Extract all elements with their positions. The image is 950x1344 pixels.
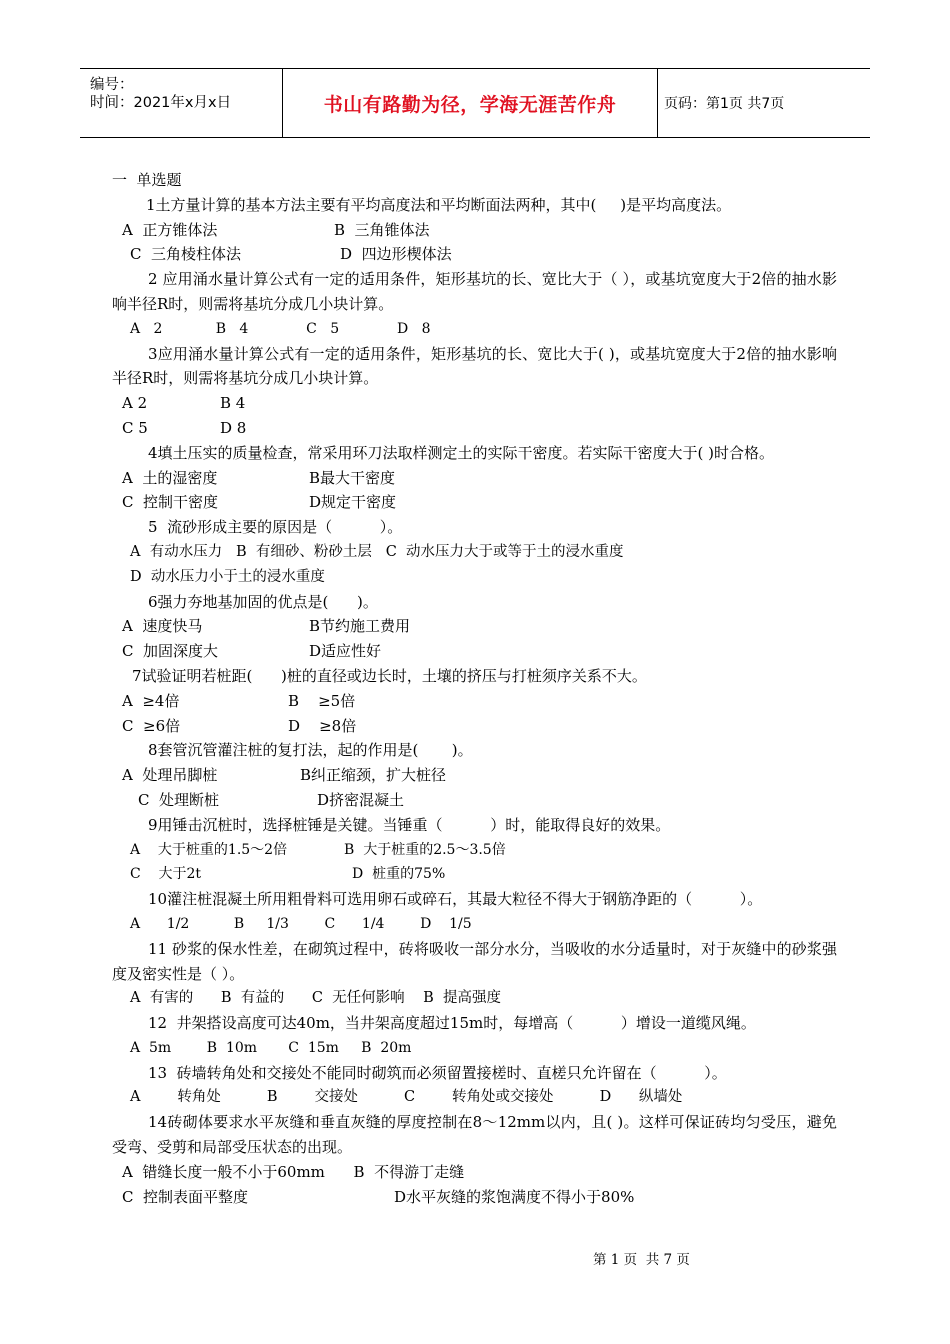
question-7-options-row-2 [112,714,837,739]
option-d: D 四边形楔体法 [340,245,452,264]
option-c: C 控制表面平整度 [122,1187,249,1206]
date-label: 时间：2021年x月x日 [90,95,232,111]
question-12-stem: 12 井架搭设高度可达40m，当井架高度超过15m时，每增高（ ）增设一道缆风绳。 [148,1014,756,1033]
option-a: A 大于桩重的1.5～2倍 [130,841,288,858]
question-5-options-line-1: A 有动水压力 B 有细砂、粉砂土层 C 动水压力大于或等于土的浸水重度 [130,543,624,560]
question-9-options-row-2 [112,862,837,887]
option-a: A 处理吊脚桩 [122,766,218,785]
question-3-options-row-2 [112,416,837,441]
page-header [80,68,870,138]
question-4-stem: 4填土压实的质量检查，常采用环刀法取样测定土的实际干密度。若实际干密度大于( )时合格。 [148,443,775,462]
option-a: A ≥4倍 [122,691,180,710]
question-14-options-row-2 [112,1185,837,1210]
option-d: D适应性好 [309,642,382,661]
option-b: B纠正缩颈，扩大桩径 [300,766,447,785]
question-5-options-line-2: D 动水压力小于土的浸水重度 [130,568,325,585]
option-a: A 2 [122,394,148,413]
question-1-options-row-1 [112,218,837,243]
option-b: B节约施工费用 [309,617,411,636]
question-10-options: A 1/2 B 1/3 C 1/4 D 1/5 [130,915,472,932]
question-8-stem: 8套管沉管灌注桩的复打法，起的作用是( )。 [148,741,473,760]
question-2-stem: 2 应用涌水量计算公式有一定的适用条件，矩形基坑的长、宽比大于（ ），或基坑宽度大于2倍的抽水影响半径R时，则需将基坑分成几小块计算。 [112,270,837,313]
option-c: C 三角棱柱体法 [130,245,242,264]
question-6-stem: 6强力夯地基加固的优点是( )。 [148,592,378,611]
header-meta [80,69,283,137]
question-10-stem: 10灌注桩混凝土所用粗骨料可选用卵石或碎石，其最大粒径不得大于钢筋净距的（ ）。 [148,890,763,909]
option-d: D 桩重的75% [352,866,446,883]
question-4-options-row-1 [112,466,837,491]
question-3-options-row-1 [112,391,837,416]
option-c: C 加固深度大 [122,642,219,661]
option-c: C 5 [122,418,148,437]
option-a: A 速度快马 [122,617,203,636]
question-5-stem: 5 流砂形成主要的原因是（ ）。 [148,518,403,537]
section-title: 一 单选题 [112,171,182,189]
document-body [112,168,837,1209]
page-label: 页码：第1页 共7页 [664,96,785,112]
option-d: D水平灰缝的浆饱满度不得小于80% [394,1187,635,1206]
question-14-options-row-1: A 错缝长度一般不小于60mm B 不得游丁走缝 [122,1162,465,1181]
question-9-stem: 9用锤击沉桩时，选择桩锤是关键。当锤重（ ）时，能取得良好的效果。 [148,815,671,834]
question-4-options-row-2 [112,490,837,515]
option-d: D ≥8倍 [288,716,357,735]
question-8-options-row-1 [112,763,837,788]
question-6-options-row-2 [112,639,837,664]
option-d: D规定干密度 [309,493,397,512]
option-c: C ≥6倍 [122,716,181,735]
page-footer: 第 1 页 共 7 页 [593,1252,690,1268]
option-c: C 处理断桩 [138,790,220,809]
question-1-options-row-2 [112,242,837,267]
option-b: B 大于桩重的2.5～3.5倍 [344,841,506,858]
question-6-options-row-1 [112,614,837,639]
question-8-options-row-2 [112,788,837,813]
question-1-stem: 1土方量计算的基本方法主要有平均高度法和平均断面法两种，其中( )是平均高度法。 [146,195,732,214]
motto: 书山有路勤为径，学海无涯苦作舟 [323,93,617,116]
option-b: B 三角锥体法 [334,220,430,239]
question-9-options-row-1 [112,838,837,863]
option-c: C 控制干密度 [122,493,219,512]
question-13-options: A 转角处 B 交接处 C 转角处或交接处 D 纵墙处 [130,1089,683,1106]
option-c: C 大于2t [130,866,202,883]
question-13-stem: 13 砖墙转角处和交接处不能同时砌筑而必须留置接槎时、直槎只允许留在（ ）。 [148,1063,727,1082]
number-label: 编号： [90,77,134,93]
question-3-stem: 3应用涌水量计算公式有一定的适用条件，矩形基坑的长、宽比大于( )，或基坑宽度大于2倍的抽水影响半径R时，则需将基坑分成几小块计算。 [112,344,837,388]
option-b: B 4 [220,394,246,413]
question-7-stem: 7试验证明若桩距( )桩的直径或边长时，土壤的挤压与打桩须序关系不大。 [132,666,647,685]
question-2-options: A 2 B 4 C 5 D 8 [130,320,431,337]
question-11-options: A 有害的 B 有益的 C 无任何影响 B 提高强度 [130,990,501,1007]
question-12-options: A 5m B 10m C 15m B 20m [130,1039,412,1056]
option-b: B ≥5倍 [288,691,356,710]
option-a: A 正方锥体法 [122,220,218,239]
question-7-options-row-1 [112,689,837,714]
header-motto-cell [283,69,658,137]
option-d: D 8 [220,418,247,437]
option-a: A 土的湿密度 [122,468,218,487]
question-14-stem: 14砖砌体要求水平灰缝和垂直灰缝的厚度控制在8～12mm以内，且( )。这样可保证砖均匀受压，避免受弯、受剪和局部受压状态的出现。 [112,1113,837,1157]
option-b: B最大干密度 [309,468,396,487]
question-11-stem: 11 砂浆的保水性差，在砌筑过程中，砖将吸收一部分水分，当吸收的水分适量时，对于灰缝中的砂浆强度及密实性是（ ）。 [112,939,837,983]
option-d: D挤密混凝土 [317,790,405,809]
